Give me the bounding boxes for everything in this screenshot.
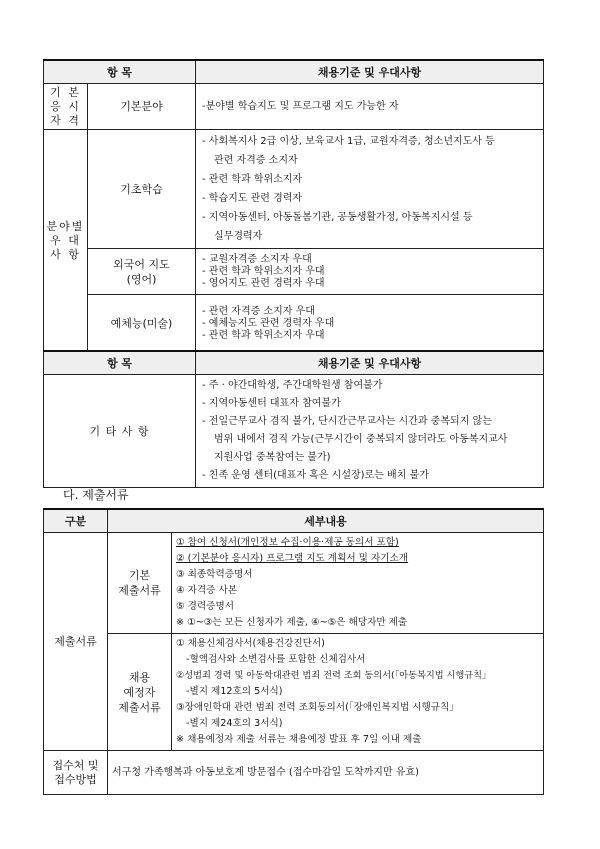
other-requirements-table (43, 350, 544, 488)
category-line: 응 시 (50, 99, 81, 113)
content-line: ① 참여 신청서(개인정보 수집·이용·제공 동의서 포함) (176, 537, 399, 548)
content-line: 실무경력자 (214, 231, 263, 242)
content-line: -별지 제24호의 3서식) (186, 718, 283, 729)
content-line: - 지역아동센터, 아동돌봄기관, 공동생활가정, 아동복지시설 등 (202, 212, 473, 223)
content-line: - 주 · 야간대학생, 주간대학원생 참여불가 (202, 380, 383, 391)
basic-field-content (196, 84, 544, 130)
content-line: - 지역아동센터 대표자 참여불가 (202, 398, 341, 409)
other-requirements-content (196, 375, 544, 488)
label-line: (영어) (126, 272, 157, 286)
category-line: 사 항 (50, 248, 81, 261)
content-line: - 관련 학과 학위소지자 (202, 174, 303, 185)
content-line: - 예체능지도 관련 경력자 우대 (202, 317, 335, 329)
category-line: 분야별 (46, 220, 85, 233)
reception-content: 서구청 가족행복과 아동보호계 방문접수 (접수마감일 도착까지만 유효) (108, 751, 544, 795)
other-requirements-category: 기 타 사 항 (44, 375, 196, 488)
basic-learning-row (44, 130, 544, 249)
basic-learning-content (196, 130, 544, 249)
label-line: 외국어 지도 (113, 257, 170, 271)
reception-category (44, 751, 108, 795)
section-heading: 다. 제출서류 (63, 488, 129, 502)
table-header-row (44, 509, 544, 533)
foreign-language-content (196, 249, 544, 295)
basic-eligibility-row (44, 84, 544, 130)
header-category: 구분 (44, 509, 108, 533)
scheduled-documents-label (108, 634, 172, 751)
content-line: ② (기본분야 응시자) 프로그램 지도 계획서 및 자기소개 (176, 553, 409, 564)
content-line: ⑤ 경력증명서 (176, 601, 234, 612)
basic-learning-label: 기초학습 (88, 130, 196, 249)
content-line: - 관련 자격증 소지자 우대 (202, 305, 315, 317)
category-line: 기 본 (50, 85, 81, 99)
foreign-language-row (44, 249, 544, 295)
basic-documents-content (172, 533, 544, 634)
field-preference-category (44, 130, 88, 353)
header-details: 세부내용 (108, 509, 544, 533)
content-line: ※ ①~③는 모든 신청자가 제출, ④~⑤은 해당자만 제출 (176, 617, 408, 628)
content-line: - 영어지도 관련 경력자 우대 (202, 277, 325, 289)
content-line: -혈액검사와 소변검사를 포함한 신체검사서 (186, 654, 366, 665)
content-line: ②성범죄 경력 및 아동학대관련 범죄 전력 조회 동의서(「아동복지법 시행규칙」 (176, 670, 492, 681)
label-line: 채용 (128, 670, 151, 684)
content-line: -분야별 학습지도 및 프로그램 지도 가능한 자 (202, 101, 399, 112)
label-line: 접수방법 (54, 772, 97, 786)
header-item: 항 목 (44, 60, 196, 84)
content-line: ④ 자격증 사본 (176, 585, 238, 596)
content-line: ③장애인학대 관련 범죄 전력 조회동의서(「장애인복지법 시행규칙」 (176, 702, 459, 713)
header-criteria: 채용기준 및 우대사항 (196, 60, 544, 84)
basic-field-label: 기본분야 (88, 84, 196, 130)
content-line: - 사회복지사 2급 이상, 보육교사 1급, 교원자격증, 청소년지도사 등 (202, 136, 495, 147)
content-line: - 학습지도 관련 경력자 (202, 193, 303, 204)
table-header-row (44, 60, 544, 84)
label-line: 제출서류 (118, 700, 161, 714)
content-line: 관련 자격증 소지자 (214, 155, 298, 166)
content-line: ※ 채용예정자 제출 서류는 채용예정 발표 후 7일 이내 제출 (176, 734, 422, 745)
category-line: 우 대 (50, 234, 81, 247)
header-criteria: 채용기준 및 우대사항 (196, 351, 544, 375)
table-header-row (44, 351, 544, 375)
content-line: ③ 최종학력증명서 (176, 569, 253, 580)
arts-label: 예체능(미술) (88, 295, 196, 353)
content-line: 지원사업 중복참여는 불가) (214, 452, 331, 463)
label-line: 제출서류 (118, 584, 161, 597)
label-line: 기본 (128, 569, 151, 582)
content-line: - 관련 학과 학위소지자 우대 (202, 329, 325, 341)
header-item: 항 목 (44, 351, 196, 375)
content-line: 범위 내에서 겸직 가능(근무시간이 중복되지 않더라도 아동복지교사 (214, 434, 508, 445)
content-line: - 교원자격증 소지자 우대 (202, 253, 312, 265)
foreign-language-label (88, 249, 196, 295)
basic-documents-label (108, 533, 172, 634)
other-requirements-row (44, 375, 544, 488)
content-line: -별지 제12호의 5서식) (186, 686, 283, 697)
arts-row (44, 295, 544, 353)
basic-documents-row (44, 533, 544, 634)
scheduled-documents-content (172, 634, 544, 751)
scheduled-documents-row (44, 634, 544, 751)
label-line: 예정자 (123, 685, 156, 699)
eligibility-table (43, 59, 544, 353)
arts-content (196, 295, 544, 353)
documents-category: 제출서류 (44, 533, 108, 751)
label-line: 접수처 및 (52, 758, 99, 772)
content-line: ① 채용신체검사서(채용건강진단서) (176, 638, 325, 649)
content-line: - 전일근무교사 겸직 불가, 단시간근무교사는 시간과 중복되지 않는 (202, 416, 492, 427)
content-line: - 관련 학과 학위소지자 우대 (202, 265, 325, 277)
category-line: 자 격 (50, 113, 81, 127)
reception-row (44, 751, 544, 795)
content-line: - 친족 운영 센터(대표자 혹은 시설장)로는 배치 불가 (202, 470, 429, 481)
documents-table (43, 508, 544, 795)
basic-eligibility-category (44, 84, 88, 130)
